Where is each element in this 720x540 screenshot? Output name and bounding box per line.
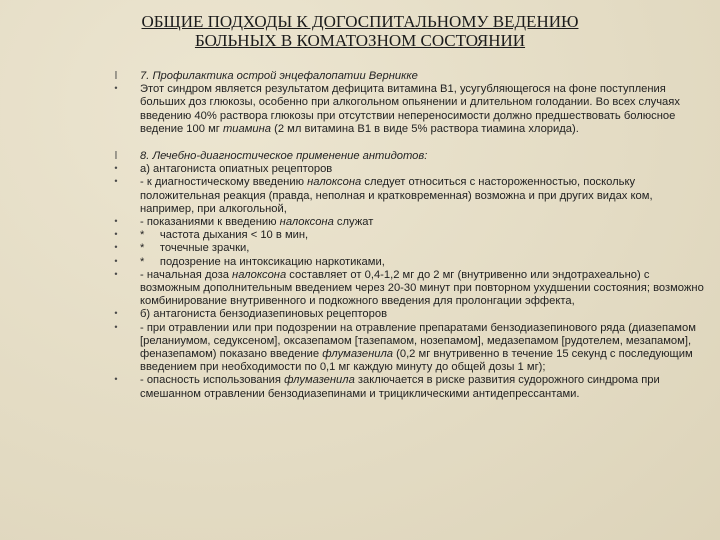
text-run: - опасность использования <box>140 374 285 387</box>
bullet-marker: l <box>114 150 118 163</box>
naloxone-dose <box>140 269 708 309</box>
list-item <box>0 269 720 309</box>
benzodiazepine-antagonist-item: б) антагониста бензодиазепиновых рецепторов <box>140 308 388 321</box>
title-line-2: БОЛЬНЫХ В КОМАТОЗНОМ СОСТОЯНИИ <box>194 31 526 50</box>
naloxone-indications <box>140 216 708 229</box>
text-run: - начальная доза <box>140 268 233 281</box>
slide-content <box>0 70 720 401</box>
text-run: заключается в риске развития судорожного синдрома при смешанном отравлении бензодиазепинами и трициклическими антидепрессантами. <box>140 374 660 400</box>
bullet-marker: • <box>114 176 118 187</box>
indication-narcotics: * подозрение на интоксикацию наркотиками, <box>140 255 385 268</box>
list-item <box>0 374 720 400</box>
bullet-marker: • <box>114 321 118 332</box>
list-item <box>0 229 720 242</box>
section7-paragraph-row <box>0 83 720 136</box>
text-run: (2 мл витамина В1 в виде 5% раствора тиамина хлорида). <box>271 122 579 135</box>
drug-name: флумазенила <box>284 374 355 387</box>
section7-heading-row <box>0 70 720 83</box>
text-run: Этот синдром является результатом дефицита витамина В1, усугубляющегося на фоне поступления больших доз глюкозы, особенно при алкогольном опьянении и длительном голодании. Во всех случаях введению 40% раствора глюкозы при отсутствии непереносимости должно предшествовать болюсное ведение 100 мг <box>140 83 680 135</box>
bullet-marker: • <box>114 216 118 227</box>
bullet-marker: l <box>114 70 118 82</box>
section8-heading-row <box>0 150 720 163</box>
section7-heading: 7. Профилактика острой энцефалопатии Верникке <box>140 70 418 82</box>
bullet-marker: • <box>114 83 118 94</box>
text-run: следует относиться с настороженностью, поскольку положительная реакция (правда, неполная и кратковременная) возможна и при других видах ком, например, при алкогольной, <box>140 176 653 215</box>
bullet-marker: • <box>114 163 118 174</box>
bullet-marker: • <box>114 308 118 319</box>
list-item <box>0 308 720 321</box>
bullet-marker: • <box>114 268 118 279</box>
bullet-marker: • <box>114 374 118 385</box>
list-item <box>0 176 720 216</box>
text-run: - к диагностическому введению <box>140 176 308 189</box>
drug-name: налоксона <box>232 268 287 281</box>
drug-name: налоксона <box>279 216 334 229</box>
list-item <box>0 216 720 229</box>
bullet-marker: • <box>114 255 118 266</box>
list-item <box>0 242 720 255</box>
section8-heading: 8. Лечебно-диагностическое применение антидотов: <box>140 150 428 163</box>
flumazenil-danger <box>140 374 708 400</box>
drug-name: тиамина <box>222 122 272 135</box>
bullet-marker: • <box>114 229 118 240</box>
flumazenil-usage <box>140 322 708 375</box>
list-item <box>0 163 720 176</box>
title-line-1: ОБЩИЕ ПОДХОДЫ К ДОГОСПИТАЛЬНОМУ ВЕДЕНИЮ <box>141 12 579 31</box>
drug-name: налоксона <box>307 176 362 189</box>
section7-paragraph <box>140 83 708 136</box>
text-run: - показаниями к введению <box>140 216 280 229</box>
text-run: - при отравлении или при подозрении на отравление препаратами бензодиазепинового ряда (диазепамом [реланиумом, седуксеном], оксазепамом [тазепамом, нозепамом], медазепамом [рудотелем, мезапамом], феназепамом) показано введение <box>140 321 696 361</box>
text-run: служат <box>333 216 374 229</box>
opiate-antagonist-item: а) антагониста опиатных рецепторов <box>140 163 333 176</box>
list-item <box>0 256 720 269</box>
indication-respiration: * частота дыхания < 10 в мин, <box>140 229 309 242</box>
text-run: составляет от 0,4-1,2 мг до 2 мг (внутривенно или эндотрахеально) с возможным дополнительным введением через 20-30 минут при повторном ухудшении состояния; возможно комбинирование внутривенного и подкожного введения для пролонгации эффекта, <box>140 268 704 308</box>
list-item <box>0 322 720 375</box>
drug-name: флумазенила <box>322 348 394 361</box>
naloxone-caution <box>140 176 708 216</box>
indication-pupils: * точечные зрачки, <box>140 242 250 255</box>
bullet-marker: • <box>114 242 118 253</box>
text-run: (0,2 мг внутривенно в течение 15 секунд с последующим введением при необходимости по 0,1 мг каждую минуту до общей дозы 1 мг); <box>140 348 693 374</box>
slide-title <box>120 12 600 50</box>
